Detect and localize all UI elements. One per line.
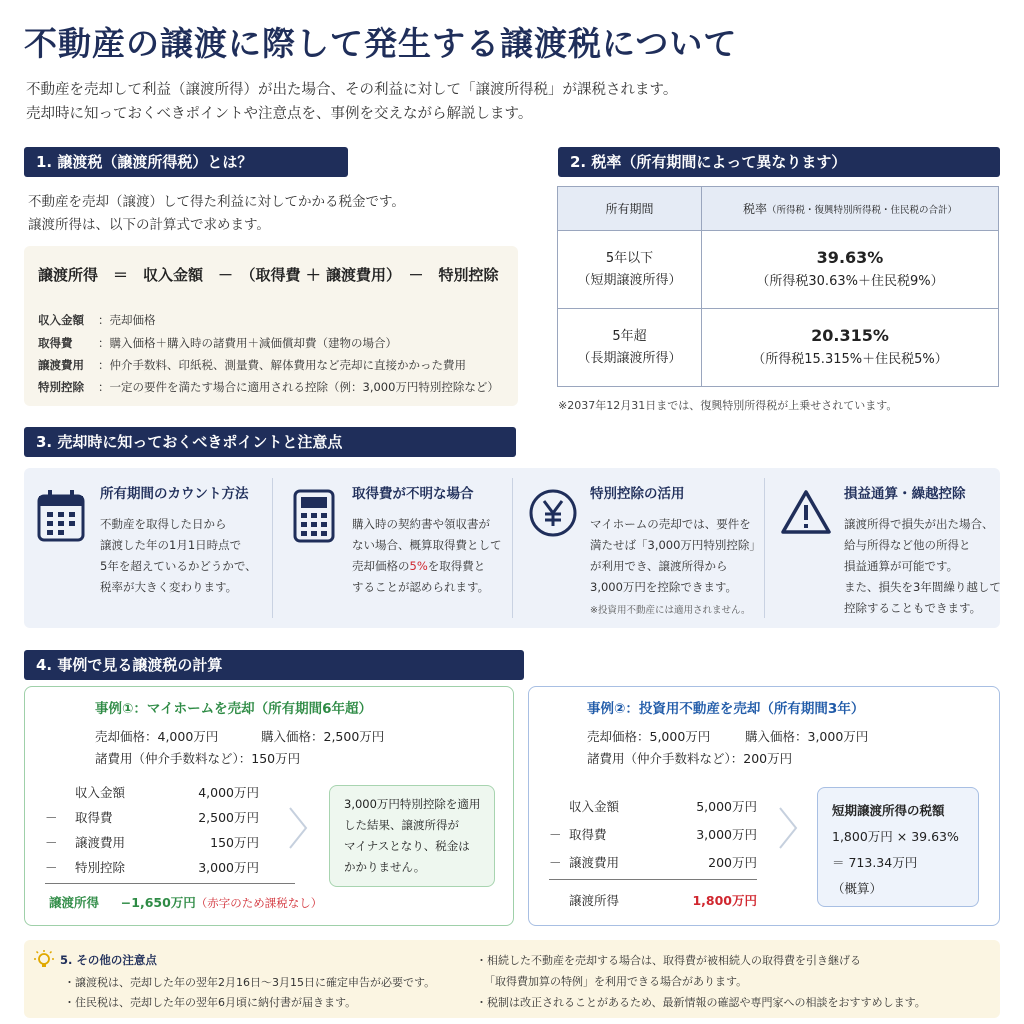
definition-row: 収入金額 ：売却価格 (38, 313, 156, 327)
lightbulb-icon (34, 950, 54, 976)
formula-box (24, 246, 518, 406)
footer-note: ・税制は改正されることがあるため、最新情報の確認や専門家への相談をおすすめします。 (476, 996, 926, 1009)
divider (764, 478, 765, 618)
footer-note: ・住民税は、売却した年の翌年6月頃に納付書が届きます。 (64, 996, 357, 1009)
point-title: 損益通算・繰越控除 (844, 486, 966, 502)
case2-callout: 短期譲渡所得の税額 1,800万円 × 39.63% ＝ 713.34万円 （概算） (817, 787, 979, 907)
divider (272, 478, 273, 618)
calc-row: 収入金額 4,000万円 (75, 785, 259, 800)
calc-divider (549, 879, 757, 880)
calc-row: － 譲渡費用 150万円 (45, 835, 259, 850)
case1-sale: 売却価格：4,000万円 (95, 729, 219, 744)
table-row: 5年超 （長期譲渡所得） 20.315% （所得税15.315%＋住民税5%） (558, 309, 999, 387)
section1-desc-1: 不動産を売却（譲渡）して得た利益に対してかかる税金です。 (28, 194, 405, 210)
case1-fees: 諸費用（仲介手数料など）：150万円 (95, 751, 301, 766)
point-body: マイホームの売却では、要件を 満たせば「3,000万円特別控除」 が利用でき、譲渡所得から 3,000万円を控除できます。 (590, 517, 761, 594)
chevron-right-icon (777, 805, 799, 855)
case1-callout: 3,000万円特別控除を適用 した結果、譲渡所得が マイナスとなり、税金は かかりません。 (329, 785, 495, 887)
intro-line-2: 売却時に知っておくべきポイントや注意点を、事例を交えながら解説します。 (26, 106, 533, 122)
calc-row: － 譲渡費用 200万円 (549, 855, 757, 870)
case2-result: 譲渡所得 1,800万円 (569, 893, 757, 908)
calendar-icon (36, 488, 86, 548)
case2-purchase: 購入価格：3,000万円 (745, 729, 869, 744)
case2-title: 事例②：投資用不動産を売却（所有期間3年） (587, 701, 865, 717)
calculator-icon (292, 488, 336, 548)
section4-heading: 4. 事例で見る譲渡税の計算 (24, 650, 524, 680)
point-body: 譲渡所得で損失が出た場合、 給与所得など他の所得と 損益通算が可能です。 また、損失を3年間繰り越して 控除することもできます。 (844, 517, 1001, 615)
warning-icon (780, 488, 832, 540)
section1-heading: 1. 譲渡税（譲渡所得税）とは？ (24, 147, 348, 177)
table-row: 5年以下 （短期譲渡所得） 39.63% （所得税30.63%＋住民税9%） (558, 231, 999, 309)
point-body: 不動産を取得した日から 譲渡した年の1月1日時点で 5年を超えているかどうかで、 税率が大きく変わります。 (100, 517, 257, 594)
case2-fees: 諸費用（仲介手数料など）：200万円 (587, 751, 793, 766)
divider (512, 478, 513, 618)
case1-result: 譲渡所得 −1,650万円（赤字のため課税なし） (49, 895, 323, 910)
case2-box (528, 686, 1000, 926)
point-title: 所有期間のカウント方法 (100, 486, 249, 502)
section1-desc-2: 譲渡所得は、以下の計算式で求めます。 (28, 217, 270, 233)
page-title: 不動産の譲渡に際して発生する譲渡税について (24, 24, 738, 63)
point-body: 購入時の契約書や領収書が ない場合、概算取得費として 売却価格の5%を取得費と することが認められます。 (352, 517, 502, 594)
section2-heading: 2. 税率（所有期間によって異なります） (558, 147, 1000, 177)
col-header-period: 所有期間 (558, 187, 702, 231)
point-title: 取得費が不明な場合 (352, 486, 474, 502)
point-note: ※投資用不動産には適用されません。 (590, 605, 751, 616)
case1-purchase: 購入価格：2,500万円 (261, 729, 385, 744)
calc-row: － 取得費 3,000万円 (549, 827, 757, 842)
definition-row: 取得費 ：購入価格＋購入時の諸費用＋減価償却費（建物の場合） (38, 336, 397, 350)
formula: 譲渡所得 ＝ 収入金額 － （取得費 ＋ 譲渡費用） － 特別控除 (38, 266, 499, 284)
section5-heading: 5. その他の注意点 (60, 953, 157, 967)
point-title: 特別控除の活用 (590, 486, 685, 502)
calc-divider (45, 883, 295, 884)
footer-note: ・譲渡税は、売却した年の翌年2月16日～3月15日に確定申告が必要です。 (64, 976, 436, 989)
case1-box (24, 686, 514, 926)
tax-rate-table (557, 186, 999, 387)
col-header-rate: 税率（所得税・復興特別所得税・住民税の合計） (702, 187, 999, 231)
calc-row: － 取得費 2,500万円 (45, 810, 259, 825)
definition-row: 譲渡費用 ：仲介手数料、印紙税、測量費、解体費用など売却に直接かかった費用 (38, 358, 466, 372)
definition-row: 特別控除 ：一定の要件を満たす場合に適用される控除（例：3,000万円特別控除など） (38, 380, 499, 394)
footer-note: 「取得費加算の特例」を利用できる場合があります。 (484, 975, 748, 988)
intro-line-1: 不動産を売却して利益（譲渡所得）が出た場合、その利益に対して「譲渡所得税」が課税されます。 (26, 82, 678, 98)
case1-title: 事例①：マイホームを売却（所有期間6年超） (95, 701, 373, 717)
case2-sale: 売却価格：5,000万円 (587, 729, 711, 744)
footer-notes (24, 940, 1000, 1018)
tax-note: ※2037年12月31日までは、復興特別所得税が上乗せされています。 (558, 399, 898, 412)
points-box (24, 468, 1000, 628)
section3-heading: 3. 売却時に知っておくべきポイントと注意点 (24, 427, 516, 457)
calc-row: － 特別控除 3,000万円 (45, 860, 259, 875)
chevron-right-icon (287, 805, 309, 855)
yen-icon (528, 488, 578, 542)
calc-row: 収入金額 5,000万円 (569, 799, 757, 814)
footer-note: ・相続した不動産を売却する場合は、取得費が被相続人の取得費を引き継げる (476, 954, 861, 967)
